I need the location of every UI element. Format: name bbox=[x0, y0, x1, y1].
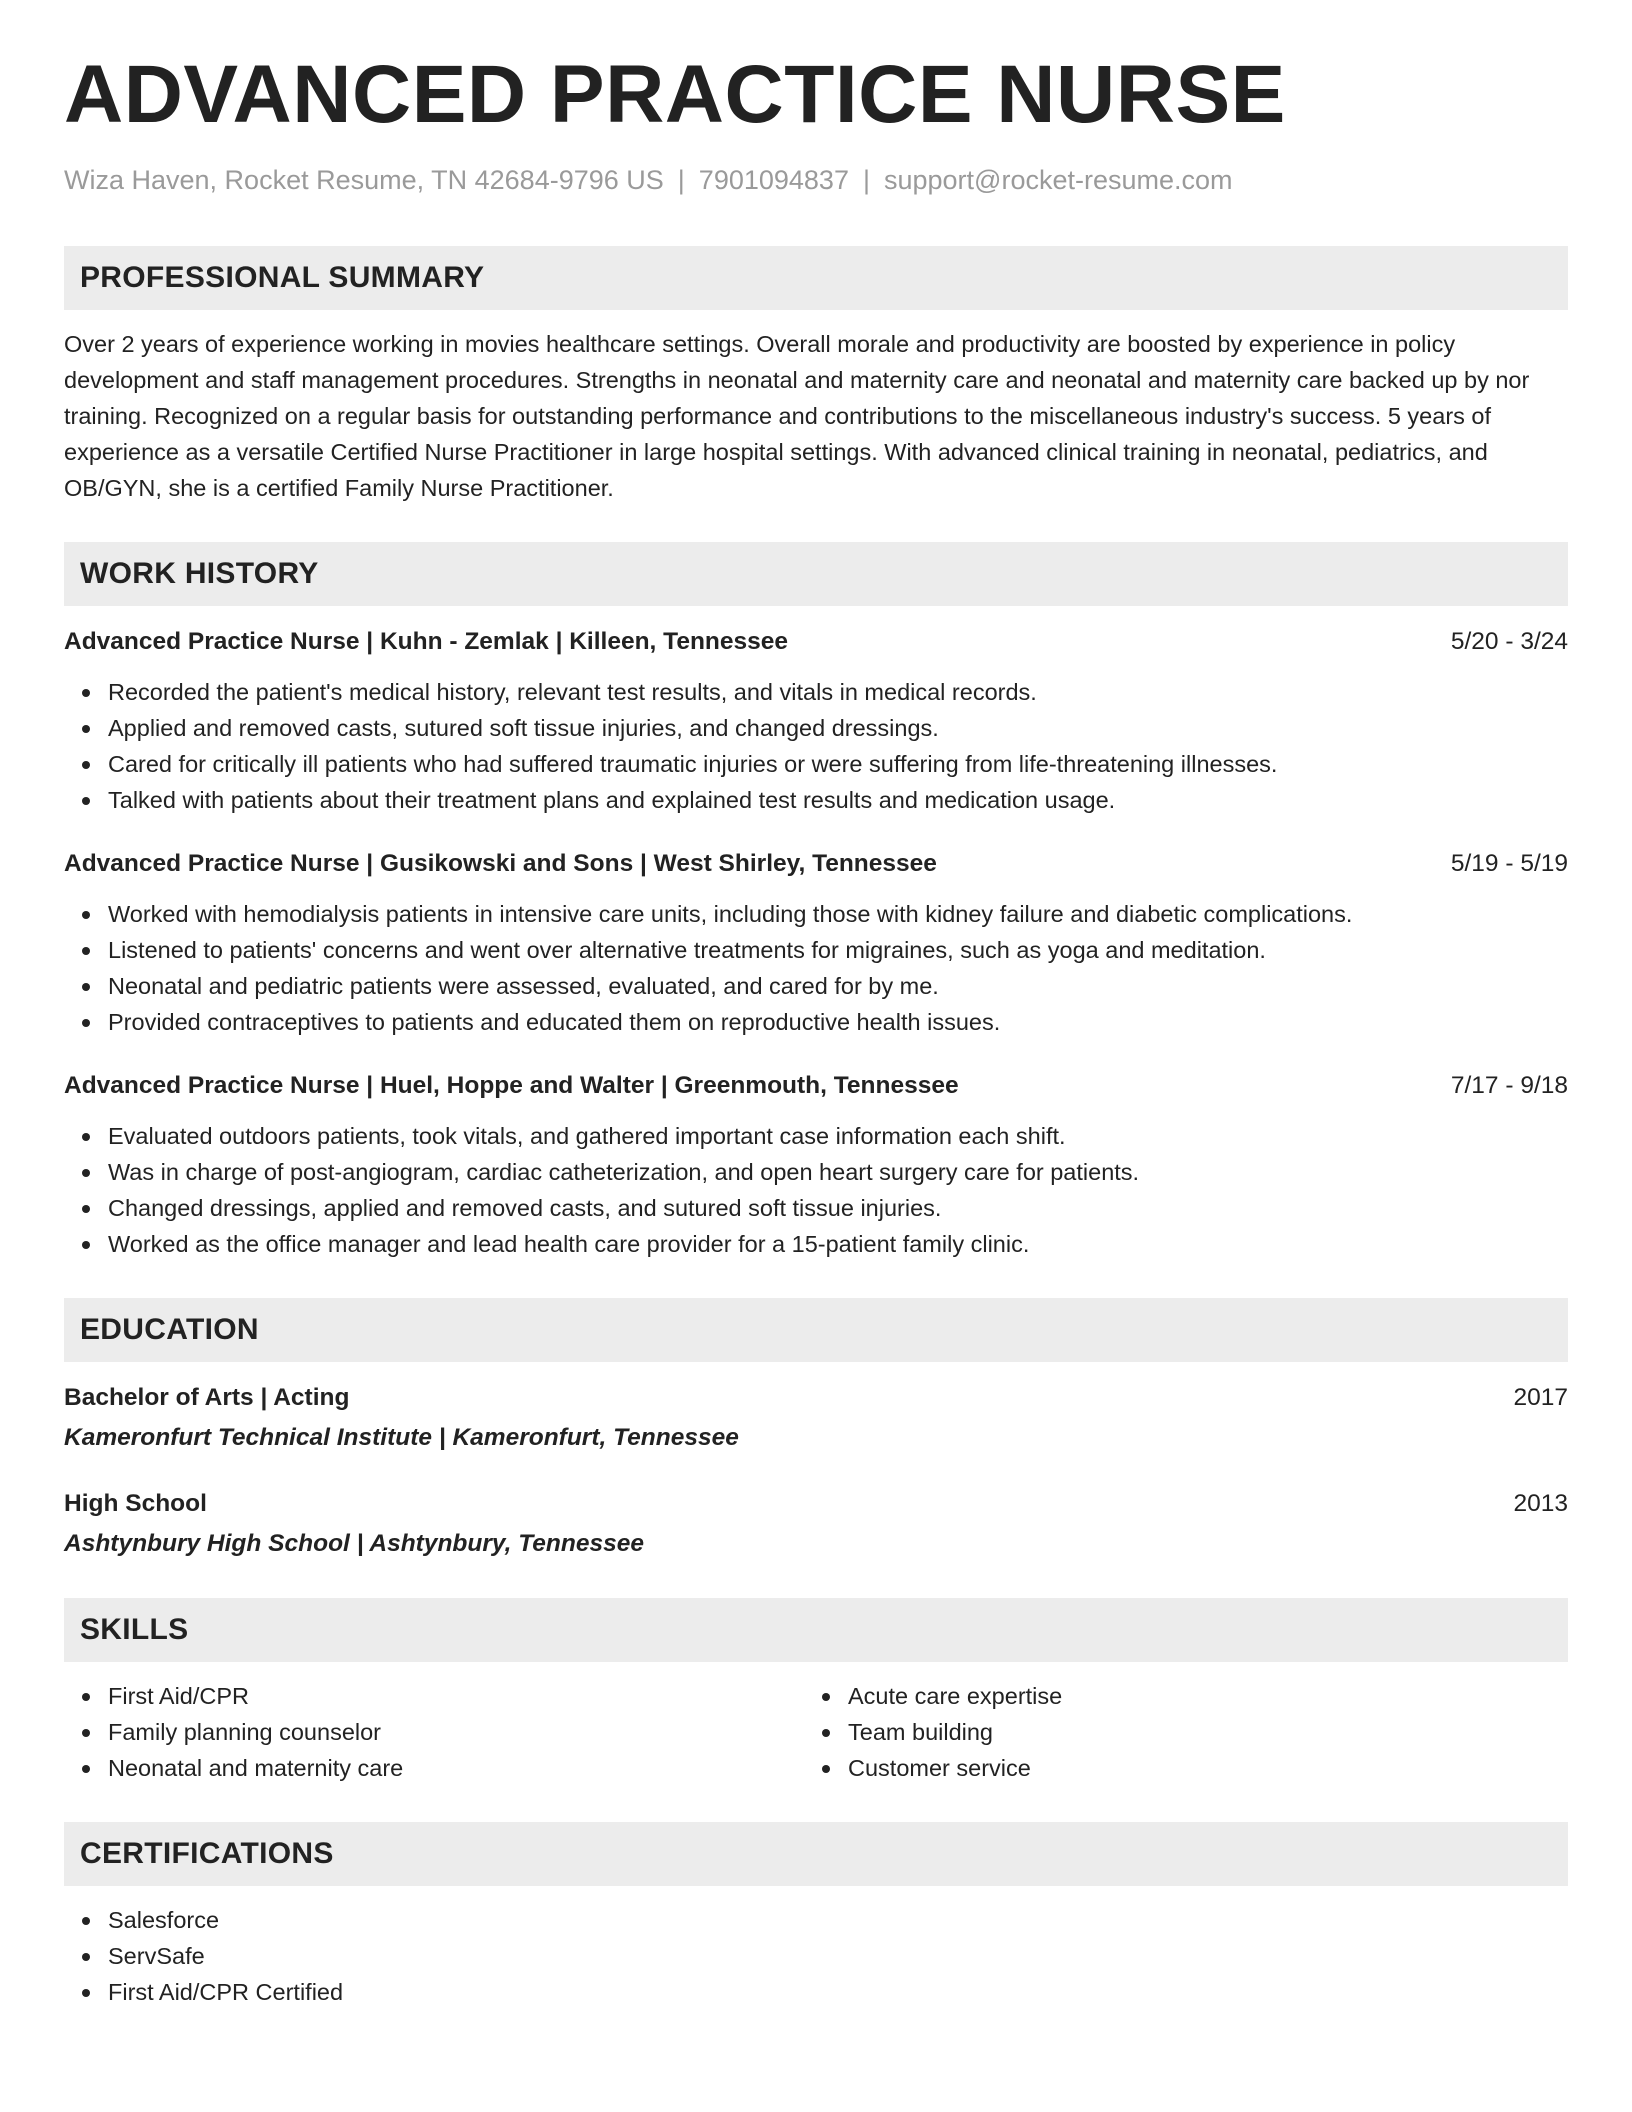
section-header-education: EDUCATION bbox=[64, 1298, 1568, 1362]
job-bullet: Talked with patients about their treatment plans and explained test results and medication usage. bbox=[108, 782, 1568, 818]
job-title: Advanced Practice Nurse | Kuhn - Zemlak | Killeen, Tennessee bbox=[64, 628, 789, 656]
job-entry bbox=[64, 846, 1568, 1040]
job-dates: 7/17 - 9/18 bbox=[1450, 1072, 1568, 1100]
certification-item: Salesforce bbox=[108, 1902, 1568, 1938]
skill-item: Neonatal and maternity care bbox=[108, 1750, 804, 1786]
certification-item: First Aid/CPR Certified bbox=[108, 1974, 1568, 2010]
job-bullet: Recorded the patient's medical history, relevant test results, and vitals in medical records. bbox=[108, 674, 1568, 710]
contact-address: Wiza Haven, Rocket Resume, TN 42684-9796 US bbox=[64, 165, 664, 196]
job-bullet: Neonatal and pediatric patients were assessed, evaluated, and cared for by me. bbox=[108, 968, 1568, 1004]
section-header-skills: SKILLS bbox=[64, 1598, 1568, 1662]
job-dates: 5/19 - 5/19 bbox=[1450, 850, 1568, 878]
skills-bullets bbox=[64, 1678, 804, 1786]
job-bullet: Changed dressings, applied and removed casts, and sutured soft tissue injuries. bbox=[108, 1190, 1568, 1226]
skills-column-right bbox=[804, 1678, 1544, 1786]
job-bullet: Provided contraceptives to patients and educated them on reproductive health issues. bbox=[108, 1004, 1568, 1040]
section-header-certifications: CERTIFICATIONS bbox=[64, 1822, 1568, 1886]
education-header bbox=[64, 1486, 1568, 1522]
skill-item: First Aid/CPR bbox=[108, 1678, 804, 1714]
skill-item: Customer service bbox=[848, 1750, 1544, 1786]
section-header-work-history: WORK HISTORY bbox=[64, 542, 1568, 606]
job-header bbox=[64, 624, 1568, 660]
job-bullets bbox=[64, 896, 1568, 1040]
skills-list bbox=[64, 1678, 1568, 1786]
skill-item: Team building bbox=[848, 1714, 1544, 1750]
job-bullet: Worked with hemodialysis patients in intensive care units, including those with kidney failure and diabetic complications. bbox=[108, 896, 1568, 932]
job-bullet: Evaluated outdoors patients, took vitals, and gathered important case information each shift. bbox=[108, 1118, 1568, 1154]
education-degree: Bachelor of Arts | Acting bbox=[64, 1384, 350, 1412]
certification-item: ServSafe bbox=[108, 1938, 1568, 1974]
candidate-name: ADVANCED PRACTICE NURSE bbox=[64, 49, 1286, 140]
education-school: Ashtynbury High School | Ashtynbury, Tennessee bbox=[64, 1530, 644, 1558]
job-bullet: Listened to patients' concerns and went over alternative treatments for migraines, such as yoga and meditation. bbox=[108, 932, 1568, 968]
education-entry bbox=[64, 1486, 1568, 1562]
education-year: 2017 bbox=[1513, 1384, 1568, 1412]
job-dates: 5/20 - 3/24 bbox=[1450, 628, 1568, 656]
section-header-summary: PROFESSIONAL SUMMARY bbox=[64, 246, 1568, 310]
contact-line bbox=[64, 164, 1568, 196]
contact-separator: | bbox=[862, 165, 870, 196]
skills-bullets bbox=[804, 1678, 1544, 1786]
summary-text: Over 2 years of experience working in movies healthcare settings. Overall morale and productivity are boosted by experience in policy development and staff management procedures. Strengths in neonatal and maternity care and neonatal and maternity care backed up by nor training. Recognized on a regular basis for outstanding performance and contributions to the miscellaneous industry's success. 5 years of experience as a versatile Certified Nurse Practitioner in large hospital settings. With advanced clinical training in neonatal, pediatrics, and OB/GYN, she is a certified Family Nurse Practitioner. bbox=[64, 331, 1530, 502]
job-bullet: Applied and removed casts, sutured soft tissue injuries, and changed dressings. bbox=[108, 710, 1568, 746]
job-bullets bbox=[64, 674, 1568, 818]
certifications-list bbox=[64, 1902, 1568, 2010]
contact-separator: | bbox=[677, 165, 685, 196]
job-bullet: Worked as the office manager and lead health care provider for a 15-patient family clinic. bbox=[108, 1226, 1568, 1262]
job-header bbox=[64, 846, 1568, 882]
certification-bullets bbox=[64, 1902, 1568, 2010]
job-bullets bbox=[64, 1118, 1568, 1262]
job-title: Advanced Practice Nurse | Gusikowski and Sons | West Shirley, Tennessee bbox=[64, 850, 937, 878]
education-degree: High School bbox=[64, 1490, 207, 1518]
job-entry bbox=[64, 624, 1568, 818]
education-school: Kameronfurt Technical Institute | Kameronfurt, Tennessee bbox=[64, 1424, 739, 1452]
education-year: 2013 bbox=[1513, 1490, 1568, 1518]
contact-phone: 7901094837 bbox=[698, 165, 849, 196]
job-title: Advanced Practice Nurse | Huel, Hoppe and Walter | Greenmouth, Tennessee bbox=[64, 1072, 959, 1100]
education-header bbox=[64, 1380, 1568, 1416]
job-bullet: Was in charge of post-angiogram, cardiac catheterization, and open heart surgery care for patients. bbox=[108, 1154, 1568, 1190]
skill-item: Acute care expertise bbox=[848, 1678, 1544, 1714]
skills-column-left bbox=[64, 1678, 804, 1786]
contact-email: support@rocket-resume.com bbox=[883, 165, 1233, 196]
job-bullet: Cared for critically ill patients who had suffered traumatic injuries or were suffering from life-threatening illnesses. bbox=[108, 746, 1568, 782]
job-entry bbox=[64, 1068, 1568, 1262]
education-entry bbox=[64, 1380, 1568, 1456]
skill-item: Family planning counselor bbox=[108, 1714, 804, 1750]
job-header bbox=[64, 1068, 1568, 1104]
